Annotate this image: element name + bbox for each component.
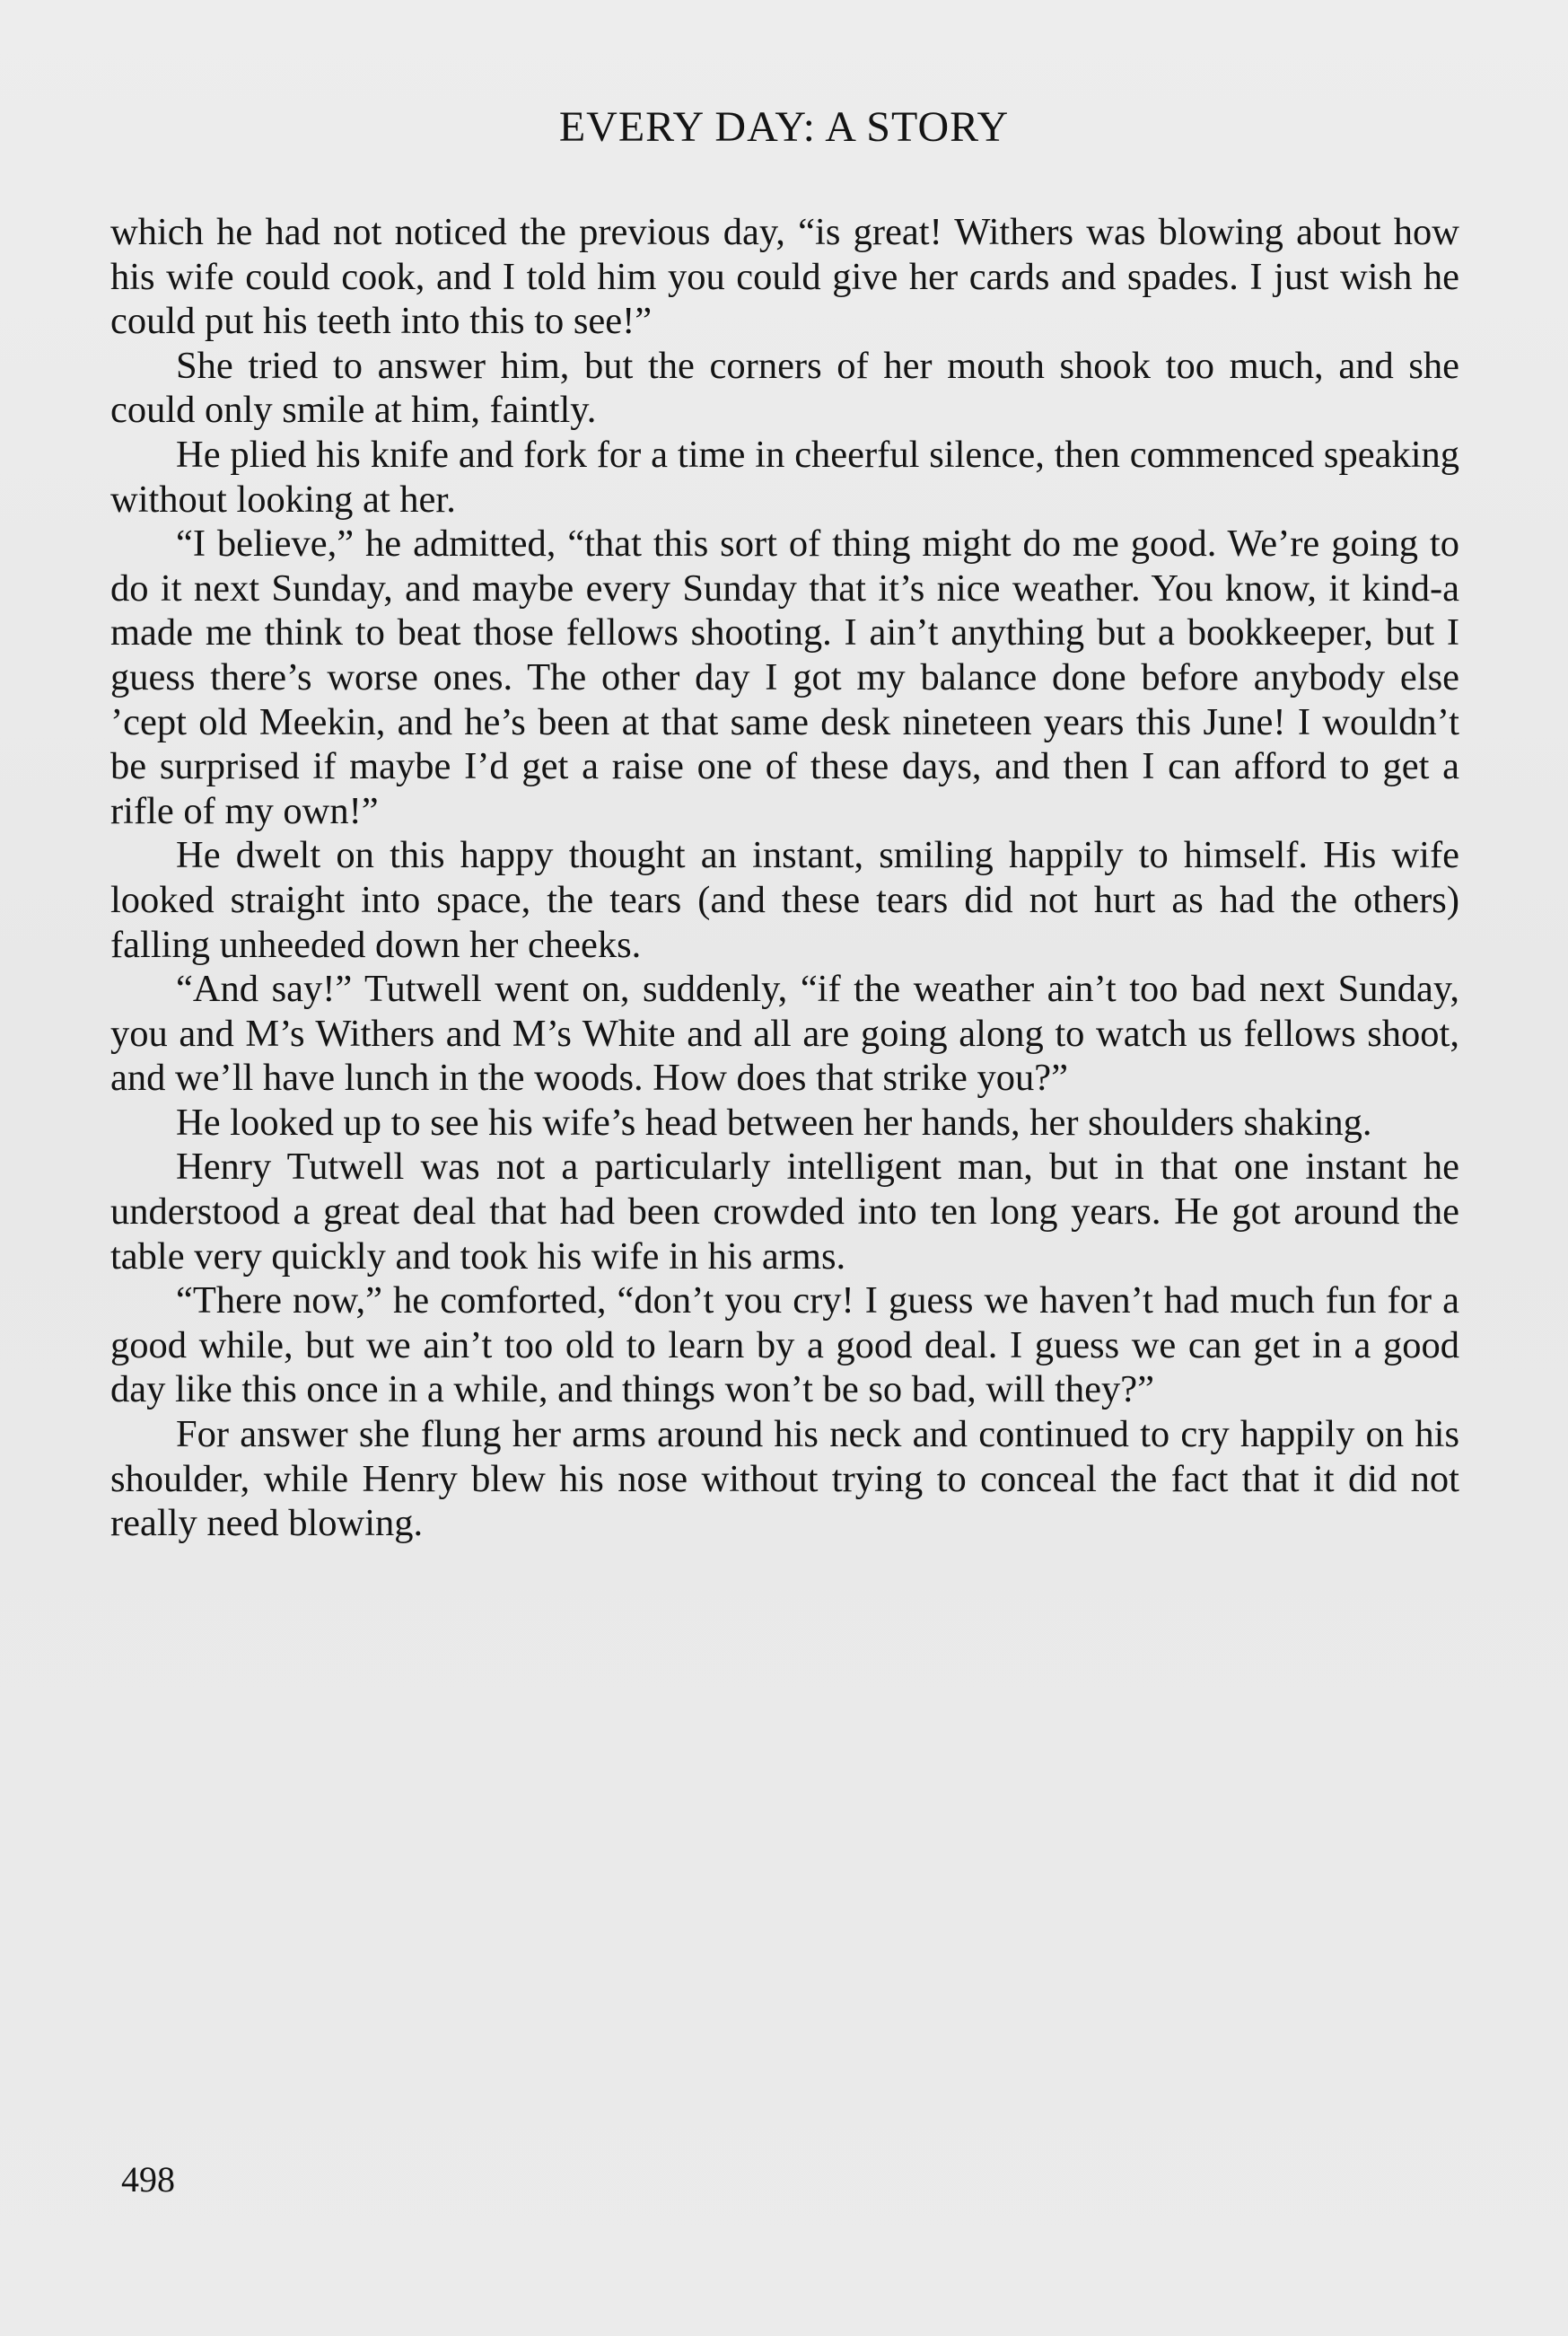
page-number: 498	[121, 2159, 175, 2200]
paragraph: He plied his knife and fork for a time in cheerful silence, then commenced speaking without looking at her.	[110, 433, 1459, 521]
paragraph: He looked up to see his wife’s head between her hands, her shoulders shaking.	[176, 1101, 1372, 1144]
story-text	[110, 210, 1459, 1546]
paragraph: which he had not noticed the previous day, “is great! Withers was blowing about how his wife could cook, and I told him you could give her cards and spades. I just wish he could put his teeth into this to see!”	[110, 211, 1459, 343]
paragraph: “And say!” Tutwell went on, suddenly, “if the weather ain’t too bad next Sunday, you and M’s Withers and M’s White and all are going along to watch us fellows shoot, and we’ll have lunch in the woods. How does that strike you?”	[110, 968, 1459, 1100]
paragraph: He dwelt on this happy thought an instant, smiling happily to himself. His wife looked straight into space, the tears (and these tears did not hurt as had the others) falling unheeded down her cheeks.	[110, 834, 1459, 966]
paragraph: For answer she flung her arms around his neck and continued to cry happily on his shoulder, while Henry blew his nose without trying to conceal the fact that it did not really need blowing.	[110, 1413, 1459, 1545]
paragraph: “I believe,” he admitted, “that this sort of thing might do me good. We’re going to do it next Sunday, and maybe every Sunday that it’s nice weather. You know, it kind-a made me think to beat those fellows shooting. I ain’t anything but a bookkeeper, but I guess there’s worse ones. The other day I got my balance done before anybody else ’cept old Meekin, and he’s been at that same desk nineteen years this June! I wouldn’t be surprised if maybe I’d get a raise one of these days, and then I can afford to get a rifle of my own!”	[110, 523, 1459, 832]
paragraph: Henry Tutwell was not a particularly intelligent man, but in that one instant he understood a great deal that had been crowded into ten long years. He got around the table very quickly and took his wife in his arms.	[110, 1146, 1459, 1278]
paragraph: She tried to answer him, but the corners of her mouth shook too much, and she could only smile at him, faintly.	[110, 344, 1459, 432]
paragraph: “There now,” he comforted, “don’t you cry! I guess we haven’t had much fun for a good while, but we ain’t too old to learn by a good deal. I guess we can get in a good day like this once in a while, and things won’t be so bad, will they?”	[110, 1279, 1459, 1411]
running-head: EVERY DAY: A STORY	[558, 103, 1010, 151]
